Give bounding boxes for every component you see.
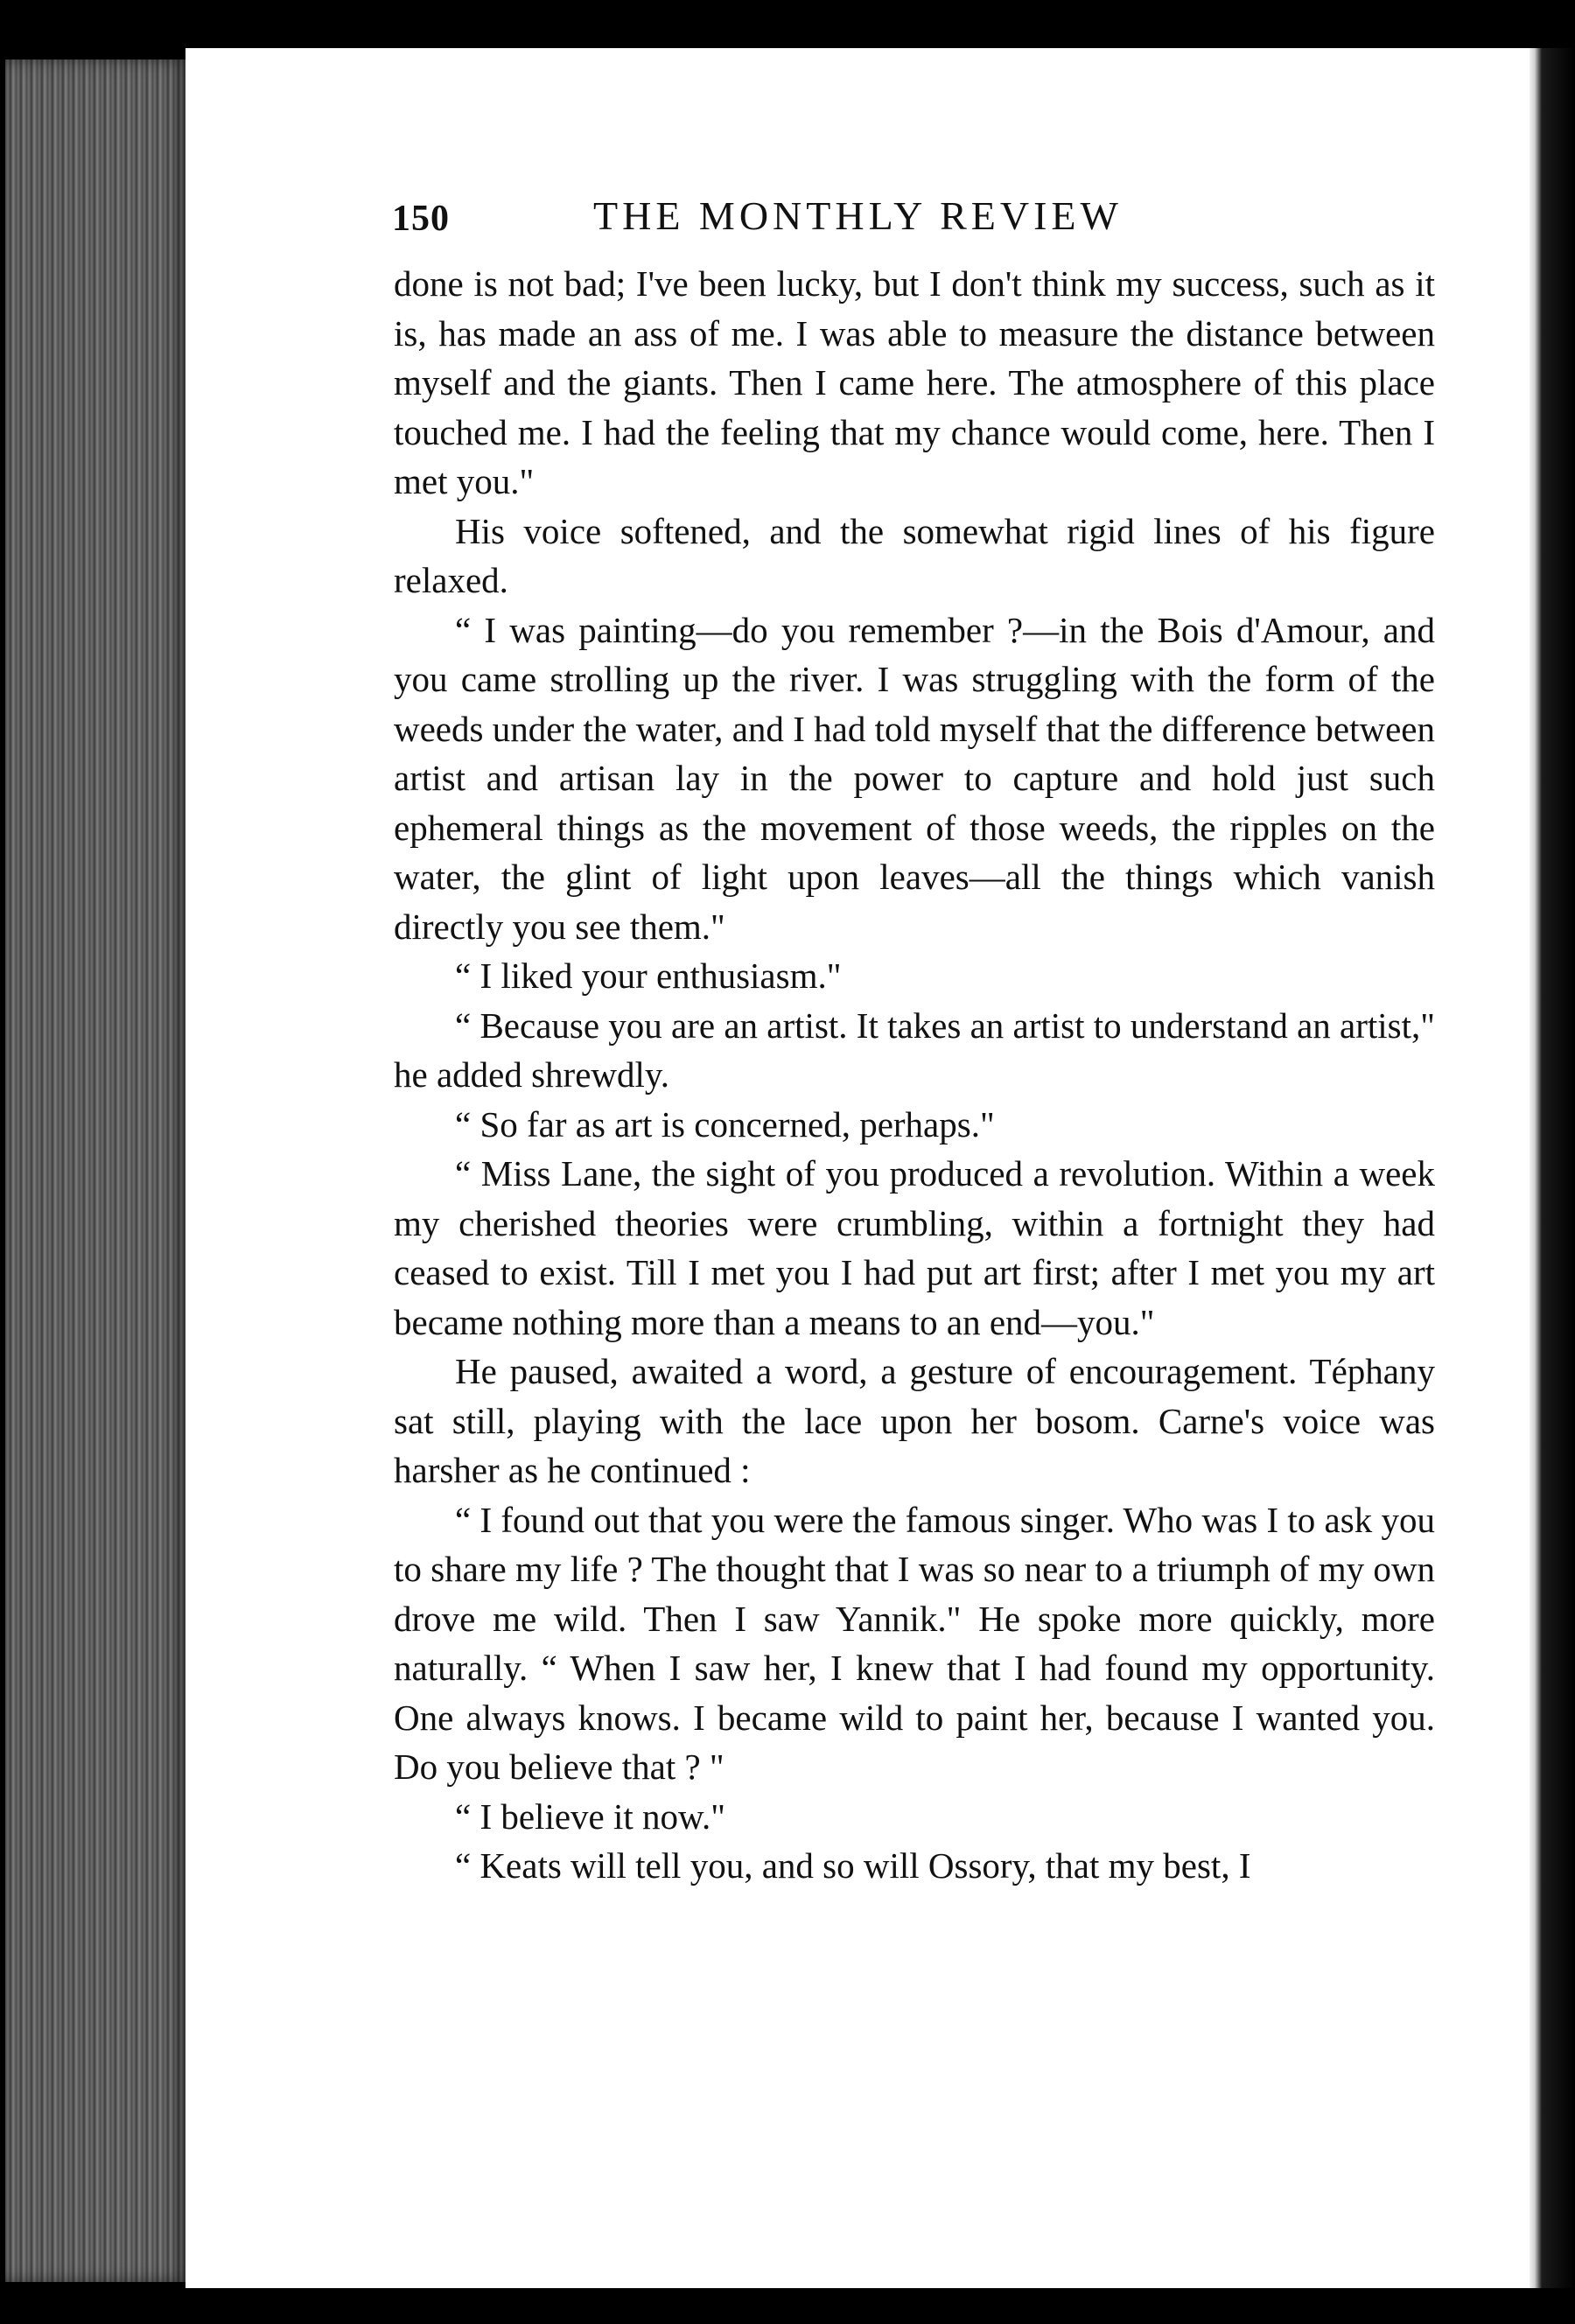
paragraph: done is not bad; I've been lucky, but I don't think my success, such as it is, has made an ass of me. I was able to measure the distance between myself and the giants. Then I came here. The atmosphere of this place touched me. I had the feeling that my chance would come, here. Then I met you."	[394, 263, 1435, 501]
paragraph: “ I found out that you were the famous singer. Who was I to ask you to share my life ? The thought that I was so near to a triumph of my own drove me wild. Then I saw Yannik." He spoke more quickly, more naturally. “ When I saw her, I knew that I had found my opportunity. One always knows. I became wild to paint her, because I wanted you. Do you believe that ? "	[394, 1499, 1435, 1787]
paragraph: “ Because you are an artist. It takes an artist to understand an artist," he added shrewdly.	[394, 1004, 1435, 1095]
paragraph: He paused, awaited a word, a gesture of encouragement. Téphany sat still, playing with the lace upon her bosom. Carne's voice was harsher as he continued :	[394, 1351, 1435, 1490]
paragraph: “ I liked your enthusiasm."	[455, 956, 842, 996]
paragraph: “ I believe it now."	[455, 1796, 725, 1837]
paragraph: “ I was painting—do you remember ?—in the Bois d'Amour, and you came strolling up the river. I was struggling with the form of the weeds under the water, and I had told myself that the difference between artist and artisan lay in the power to capture and hold just such ephemeral things as the movement of those weeds, the ripples on the water, the glint of light upon leaves—all the things which vanish directly you see them."	[394, 609, 1435, 947]
paragraph: His voice softened, and the somewhat rigid lines of his figure relaxed.	[394, 510, 1435, 600]
page-body	[394, 259, 1435, 1891]
page-right-edge	[1530, 48, 1575, 2288]
running-head: THE MONTHLY REVIEW	[593, 193, 1123, 238]
book-spine-edge	[5, 60, 189, 2282]
paragraph: “ So far as art is concerned, perhaps."	[455, 1103, 995, 1144]
page-number: 150	[392, 199, 450, 239]
paragraph: “ Miss Lane, the sight of you produced a revolution. Within a week my cherished theories were crumbling, within a fortnight they had ceased to exist. Till I met you I had put art first; after I met you my art became nothing more than a means to an end—you."	[394, 1153, 1435, 1342]
page-header	[392, 192, 1200, 254]
paragraph: “ Keats will tell you, and so will Ossory, that my best, I	[455, 1845, 1251, 1886]
